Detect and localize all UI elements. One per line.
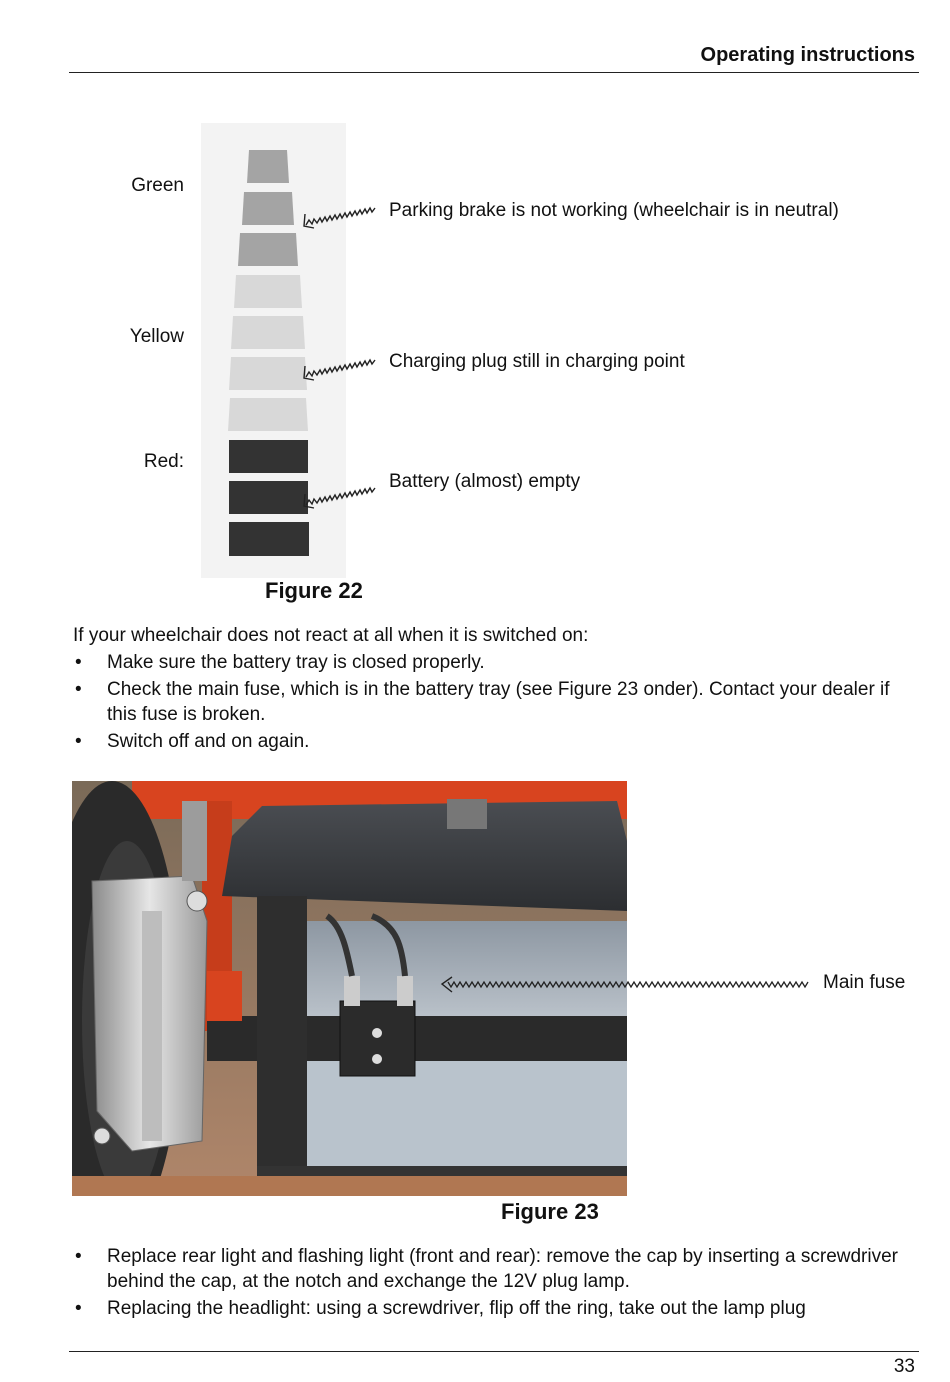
- list-item: • Switch off and on again.: [75, 731, 310, 752]
- list-item: • Check the main fuse, which is in the battery tray (see Figure 23 onder). Contact your dealer if this fuse is broken.: [75, 679, 890, 725]
- callout-parking-brake: Parking brake is not working (wheelchair is in neutral): [389, 200, 839, 221]
- gauge-segment-5: [231, 316, 305, 349]
- gauge-segment-10: [229, 522, 309, 556]
- callout-main-fuse: Main fuse: [823, 972, 906, 993]
- list-item: • Replace rear light and flashing light (front and rear): remove the cap by inserting a screwdriver behind the cap, at the notch and exchange the 12V plug lamp.: [75, 1246, 898, 1292]
- intro-paragraph: If your wheelchair does not react at all when it is switched on:: [73, 625, 589, 646]
- gauge-segment-7: [228, 398, 308, 431]
- bullet-list-1: [73, 650, 918, 756]
- header-title: Operating instructions: [700, 44, 915, 66]
- gauge-segment-9: [229, 481, 308, 514]
- gauge-segment-8: [229, 440, 308, 473]
- gauge-segment-1: [247, 150, 289, 183]
- level-label-green: Green: [131, 175, 184, 196]
- bullet-list-2: [73, 1244, 918, 1323]
- level-label-red: Red:: [143, 451, 184, 472]
- list-item: • Make sure the battery tray is closed properly.: [75, 652, 485, 673]
- level-label-yellow: Yellow: [129, 326, 184, 347]
- callout-arrow-icon: [300, 200, 380, 230]
- main-fuse-arrow-icon: [438, 974, 813, 996]
- page-number: 33: [893, 1356, 915, 1377]
- gauge-segment-3: [238, 233, 298, 266]
- header-rule: [69, 72, 919, 73]
- gauge-segment-4: [234, 275, 302, 308]
- figure-22-caption: Figure 22: [265, 578, 363, 603]
- figure-23-caption: Figure 23: [501, 1199, 599, 1224]
- callout-charging-plug: Charging plug still in charging point: [389, 351, 685, 372]
- footer-rule: [69, 1351, 919, 1352]
- callout-arrow-icon: [300, 352, 380, 382]
- callout-arrow-icon: [300, 482, 380, 512]
- gauge-segment-2: [242, 192, 294, 225]
- callout-battery-empty: Battery (almost) empty: [389, 471, 581, 492]
- gauge-segment-6: [229, 357, 307, 390]
- list-item: • Replacing the headlight: using a screwdriver, flip off the ring, take out the lamp plug: [75, 1298, 806, 1319]
